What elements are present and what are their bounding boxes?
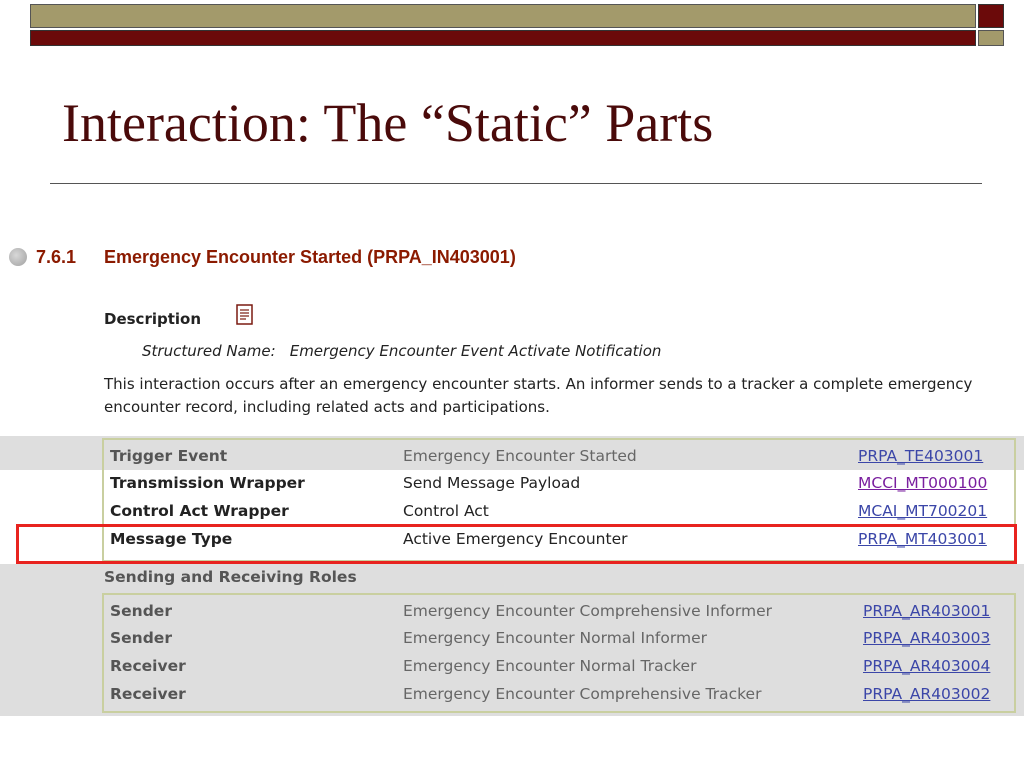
- row-value: Control Act: [403, 502, 489, 520]
- message-type-highlight: [16, 524, 1017, 564]
- header-bar-maroon: [30, 30, 976, 46]
- table-row: [0, 685, 1024, 712]
- table-row: [0, 602, 1024, 629]
- transmission-wrapper-link[interactable]: MCCI_MT000100: [858, 474, 988, 492]
- table-row: [0, 629, 1024, 656]
- table-row: [0, 657, 1024, 684]
- row-value: Send Message Payload: [403, 474, 581, 492]
- row-key: Transmission Wrapper: [110, 474, 305, 492]
- corner-square-maroon: [978, 4, 1004, 28]
- structured-name-value: Emergency Encounter Event Activate Notification: [289, 342, 662, 360]
- bullet-icon: [9, 248, 27, 266]
- structured-name: [142, 342, 661, 360]
- structured-name-label: Structured Name:: [142, 342, 276, 360]
- control-act-wrapper-link[interactable]: MCAI_MT700201: [858, 502, 988, 520]
- header-bar-olive: [30, 4, 976, 28]
- role-link[interactable]: PRPA_AR403004: [863, 657, 991, 675]
- table-row: [0, 447, 1024, 474]
- section-title: Emergency Encounter Started (PRPA_IN403001): [104, 247, 516, 267]
- row-value: Emergency Encounter Comprehensive Tracker: [403, 685, 762, 703]
- row-key: Trigger Event: [110, 447, 228, 465]
- roles-heading: Sending and Receiving Roles: [104, 568, 357, 586]
- slide-title: Interaction: The “Static” Parts: [62, 93, 714, 153]
- row-value: Emergency Encounter Normal Informer: [403, 629, 707, 647]
- description-text: This interaction occurs after an emergency encounter starts. An informer sends to a tracker a complete emergency encounter record, including related acts and participations.: [104, 375, 973, 416]
- row-key: Sender: [110, 629, 172, 647]
- corner-square-olive: [978, 30, 1004, 46]
- document-icon[interactable]: [236, 304, 254, 326]
- trigger-event-link[interactable]: PRPA_TE403001: [858, 447, 984, 465]
- section-number: 7.6.1: [36, 247, 77, 267]
- role-link[interactable]: PRPA_AR403003: [863, 629, 991, 647]
- row-key: Control Act Wrapper: [110, 502, 289, 520]
- role-link[interactable]: PRPA_AR403001: [863, 602, 991, 620]
- title-divider: [50, 183, 982, 184]
- row-key: Message Type: [110, 530, 233, 548]
- row-key: Receiver: [110, 685, 186, 703]
- row-value: Emergency Encounter Comprehensive Informer: [403, 602, 772, 620]
- row-value: Emergency Encounter Started: [403, 447, 637, 465]
- table-row: [0, 474, 1024, 501]
- description-label: Description: [104, 310, 202, 328]
- row-key: Sender: [110, 602, 172, 620]
- row-value: Active Emergency Encounter: [403, 530, 628, 548]
- role-link[interactable]: PRPA_AR403002: [863, 685, 991, 703]
- row-key: Receiver: [110, 657, 186, 675]
- row-value: Emergency Encounter Normal Tracker: [403, 657, 697, 675]
- message-type-link[interactable]: PRPA_MT403001: [858, 530, 987, 548]
